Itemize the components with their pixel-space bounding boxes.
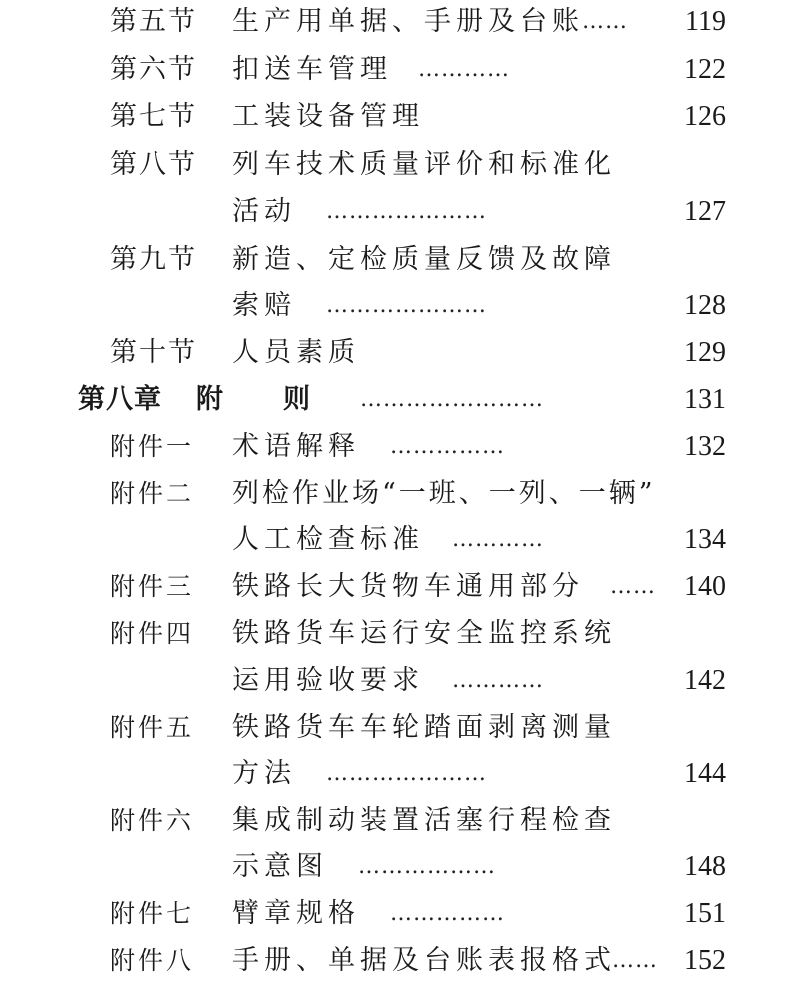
toc-entry-section-6 [0,50,800,90]
toc-entry-appendix-2-continued [0,520,800,560]
entry-label: 附件六 [110,806,195,835]
chapter-title: 附 则 [196,384,312,415]
entry-title: 铁路货车运行安全监控系统 [232,618,616,649]
entry-title: 索赔 [232,290,296,321]
toc-entry-appendix-8 [0,941,800,981]
entry-label: 附件八 [110,946,195,975]
entry-label: 附件三 [110,572,195,601]
entry-title: 铁路货车车轮踏面剥离测量 [232,712,616,743]
leader-dots: ………… [452,527,544,552]
page-number: 122 [684,54,726,85]
leader-dots: ………… [452,668,544,693]
toc-entry-section-8-continued [0,192,800,232]
entry-title: 人员素质 [232,337,360,368]
toc-entry-section-8 [0,145,800,185]
leader-dots: ………… [418,57,510,82]
toc-entry-chapter-8 [0,380,800,420]
entry-label: 第九节 [110,244,197,275]
entry-title: 臂章规格 [232,898,360,929]
page-number: 142 [684,665,726,696]
entry-label: 第十节 [110,337,197,368]
page-number: 134 [684,524,726,555]
page-number: 119 [685,6,726,37]
toc-entry-appendix-2 [0,474,800,514]
toc-entry-section-9-continued [0,286,800,326]
page-number: 144 [684,758,726,789]
toc-entry-appendix-4 [0,614,800,654]
leader-dots: …………………… [360,387,544,412]
entry-title: 列车技术质量评价和标准化 [232,149,616,180]
toc-entry-appendix-6-continued [0,847,800,887]
page-number: 132 [684,431,726,462]
toc-entry-appendix-3 [0,567,800,607]
entry-title: 列检作业场“一班、一列、一辆” [232,478,656,509]
leader-dots: ………………… [326,199,487,224]
toc-entry-section-5 [0,2,800,42]
toc-entry-appendix-4-continued [0,661,800,701]
leader-dots: …………… [390,901,505,926]
toc-entry-appendix-5-continued [0,754,800,794]
leader-dots: …………… [390,434,505,459]
entry-title: 示意图 [232,851,328,882]
leader-dots: …… [612,948,658,973]
leader-dots: ………………… [326,761,487,786]
entry-title: 术语解释 [232,431,360,462]
entry-title: 工装设备管理 [232,101,424,132]
toc-entry-section-7 [0,97,800,137]
entry-title: 人工检查标准 [232,524,424,555]
entry-title: 扣送车管理 [232,54,392,85]
entry-label: 附件一 [110,432,195,461]
entry-label: 附件四 [110,619,195,648]
entry-label: 第七节 [110,101,197,132]
page-number: 151 [684,898,726,929]
page-number: 148 [684,851,726,882]
entry-label: 附件二 [110,479,195,508]
leader-dots: …… [610,574,656,599]
page-number: 152 [684,945,726,976]
toc-entry-section-9 [0,240,800,280]
entry-title: 新造、定检质量反馈及故障 [232,244,616,275]
page-number: 140 [684,571,726,602]
entry-title: 活动 [232,196,296,227]
toc-entry-appendix-1 [0,427,800,467]
entry-label: 附件五 [110,713,195,742]
toc-entry-appendix-5 [0,708,800,748]
entry-title: 方法 [232,758,296,789]
entry-label: 第八节 [110,149,197,180]
page-number: 127 [684,196,726,227]
entry-title: 生产用单据、手册及台账 [232,6,584,37]
leader-dots: ……………… [358,854,496,879]
entry-title: 手册、单据及台账表报格式 [232,945,616,976]
page-number: 128 [684,290,726,321]
toc-entry-section-10 [0,333,800,373]
page-number: 129 [684,337,726,368]
page-number: 131 [684,384,726,415]
entry-label: 第六节 [110,54,197,85]
leader-dots: ………………… [326,293,487,318]
leader-dots: …… [582,9,628,34]
entry-label: 第五节 [110,6,197,37]
chapter-label: 第八章 [78,384,162,415]
entry-title: 集成制动装置活塞行程检查 [232,805,616,836]
entry-title: 铁路长大货物车通用部分 [232,571,584,602]
entry-title: 运用验收要求 [232,665,424,696]
toc-entry-appendix-6 [0,801,800,841]
toc-entry-appendix-7 [0,894,800,934]
page-number: 126 [684,101,726,132]
entry-label: 附件七 [110,899,195,928]
